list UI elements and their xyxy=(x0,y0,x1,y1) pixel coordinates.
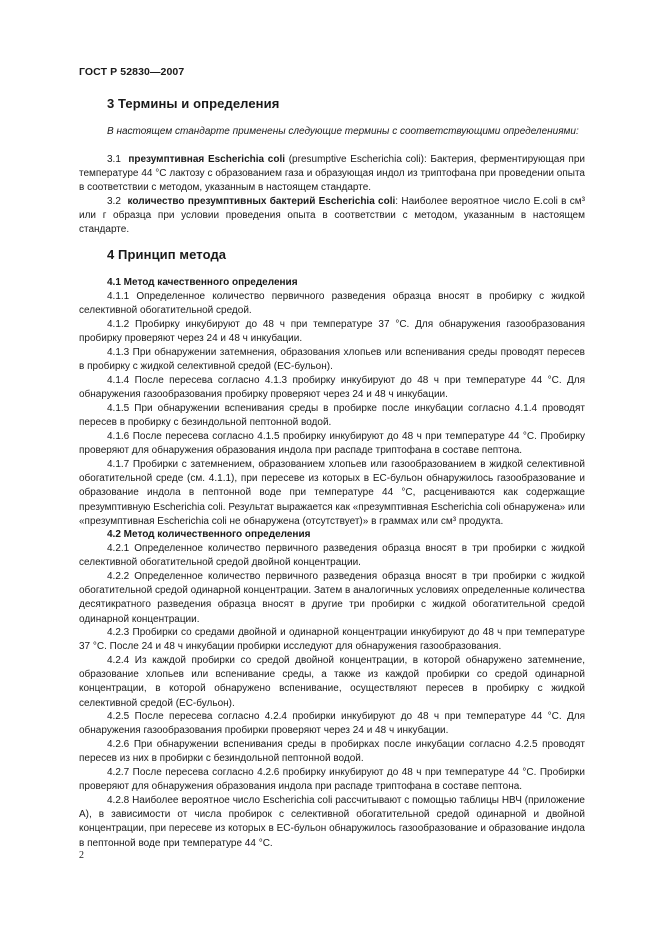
term-3-1: 3.1 презумптивная Escherichia coli (presumptive Escherichia coli): Бактерия, ферментирующая при температуре 44 °С лактозу с образованием газа и образующая индол из триптофана при проведении опыта в соответствии с методом, указанным в настоящем стандарте. xyxy=(79,154,585,194)
paragraph-4-2-7: 4.2.7 После пересева согласно 4.2.6 пробирку инкубируют до 48 ч при температуре 44 °С. Пробирки проверяют для обнаружения образования индола при распаде триптофана в составе пептона. xyxy=(79,767,585,793)
paragraph-4-1-5: 4.1.5 При обнаружении вспенивания среды в пробирке после инкубации согласно 4.1.4 проводят пересев в пробирку с безиндольной пептонной водой. xyxy=(79,403,585,429)
paragraph-4-2-4: 4.2.4 Из каждой пробирки со средой двойной концентрации, в которой обнаружено затемнение, образование хлопьев или вспенивание среды, а также из каждой пробирки со средой одинарной концентрации, в которой обнаружено вспенивание, осуществляют пересев в пробирку с жидкой селективной средой (ЕС-бульон). xyxy=(79,655,585,709)
paragraph-4-1-1: 4.1.1 Определенное количество первичного разведения образца вносят в пробирку с жидкой селективной обогатительной средой. xyxy=(79,291,585,317)
paragraph-4-1-6: 4.1.6 После пересева согласно 4.1.5 пробирку инкубируют до 48 ч при температуре 44 °С. Пробирку проверяют для обнаружения образования индола при распаде триптофана в составе пептона. xyxy=(79,431,585,457)
term-3-2-name: количество презумптивных бактерий Escherichia coli xyxy=(127,196,396,207)
document-code-header: ГОСТ Р 52830—2007 xyxy=(79,66,185,78)
paragraph-4-2-2: 4.2.2 Определенное количество первичного разведения образца вносят в три пробирки с жидкой обогатительной средой одинарной концентрации. Затем в аналогичных условиях определенные количества десятикратного разведения образца вносят в другие три пробирки с жидкой обогатительной средой одинарной концентрации. xyxy=(79,571,585,625)
paragraph-4-1-7: 4.1.7 Пробирки с затемнением, образованием хлопьев или газообразованием в жидкой селективной обогатительной среде (см. 4.1.1), при пересеве из которых в ЕС-бульон обнаружилось газообразование и образование индола в пептонной воде при температуре 44 °С, расцениваются как содержащие презумптивную Escherichia coli. Результат выражается как «презумптивная Escherichia coli обнаружена» или «презумптивная Escherichia coli не обнаружена (отсутствует)» в граммах или см³ продукта. xyxy=(79,459,585,527)
paragraph-4-2-8: 4.2.8 Наиболее вероятное число Escherichia coli рассчитывают с помощью таблицы НВЧ (приложение А), в зависимости от числа пробирок с селективной обогатительной средой одинарной и двойной концентрации, при пересеве из которых в ЕС-бульон обнаружилось газообразование и образование индола в пептонной воде при температуре 44 °С. xyxy=(79,795,585,849)
paragraph-4-2-6: 4.2.6 При обнаружении вспенивания среды в пробирках после инкубации согласно 4.2.5 проводят пересев из них в пробирки с безиндольной пептонной водой. xyxy=(79,739,585,765)
term-3-2: 3.2 количество презумптивных бактерий Escherichia coli: Наиболее вероятное число E.coli в см³ или г образца при условии проведения опыта в соответствии с методом, указанным в настоящем стандарте. xyxy=(79,196,585,236)
paragraph-4-2-3: 4.2.3 Пробирки со средами двойной и одинарной концентрации инкубируют до 48 ч при температуре 37 °С. После 24 и 48 ч инкубации пробирки исследуют для обнаружения газообразования. xyxy=(79,627,585,653)
subsection-4-2-heading: 4.2 Метод количественного определения xyxy=(107,529,311,540)
term-3-1-name: презумптивная Escherichia coli xyxy=(128,154,286,165)
section-3-intro: В настоящем стандарте применены следующие термины с соответствующими определениями: xyxy=(107,126,579,137)
paragraph-4-1-2: 4.1.2 Пробирку инкубируют до 48 ч при температуре 37 °С. Для обнаружения газообразования пробирку проверяют через 24 и 48 ч инкубации. xyxy=(79,319,585,345)
section-4-heading: 4 Принцип метода xyxy=(107,247,227,262)
paragraph-4-2-1: 4.2.1 Определенное количество первичного разведения образца вносят в три пробирки с жидкой селективной обогатительной средой двойной концентрации. xyxy=(79,543,585,569)
paragraph-4-2-5: 4.2.5 После пересева согласно 4.2.4 пробирки инкубируют до 48 ч при температуре 44 °С. Для обнаружения газообразования пробирки проверяют через 24 и 48 ч инкубации. xyxy=(79,711,585,737)
subsection-4-1-heading: 4.1 Метод качественного определения xyxy=(107,277,298,288)
page-number: 2 xyxy=(79,850,84,861)
section-3-heading: 3 Термины и определения xyxy=(107,96,280,111)
paragraph-4-1-3: 4.1.3 При обнаружении затемнения, образования хлопьев или вспенивания среды проводят пересев в пробирку с жидкой селективной средой (ЕС-бульон). xyxy=(79,347,585,373)
paragraph-4-1-4: 4.1.4 После пересева согласно 4.1.3 пробирку инкубируют до 48 ч при температуре 44 °С. Для обнаружения газообразования пробирку проверяют через 24 и 48 ч инкубации. xyxy=(79,375,585,401)
